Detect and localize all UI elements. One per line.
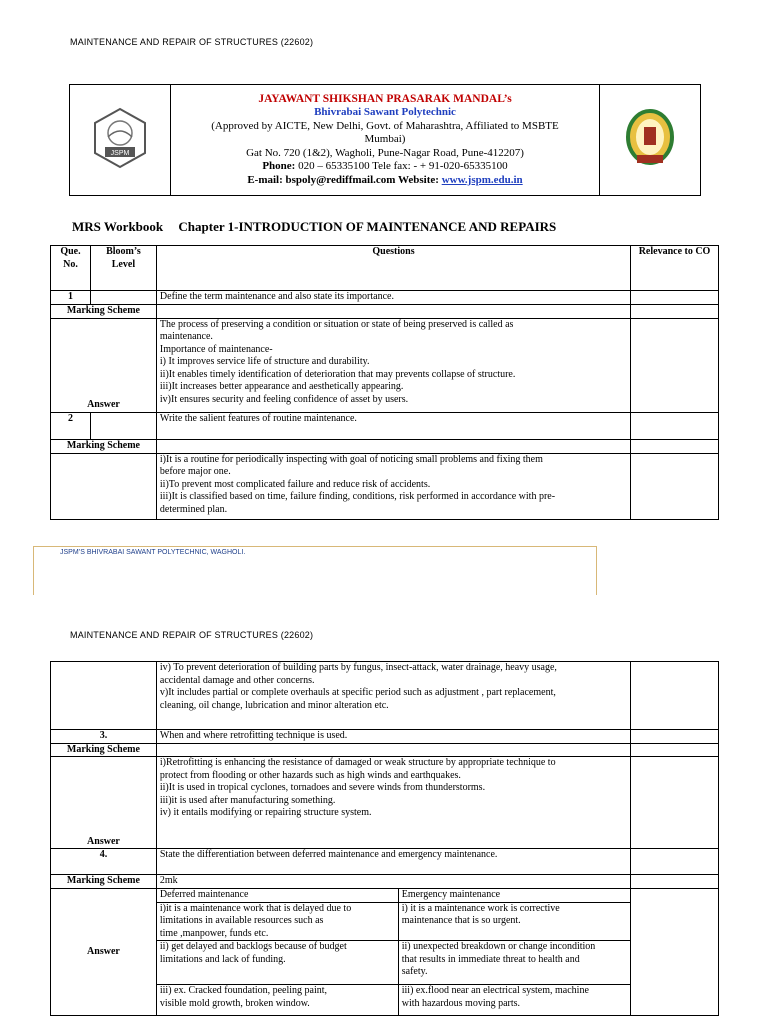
q4-question: State the differentiation between deferred maintenance and emergency maintenance.: [156, 849, 630, 875]
running-header: MAINTENANCE AND REPAIR OF STRUCTURES (22602): [70, 630, 314, 640]
title-line: [72, 219, 556, 235]
page-footer-box: [33, 546, 597, 595]
email-line: [171, 174, 599, 188]
comparison-row: i)it is a maintenance work that is delayed due to limitations in available resources such as time ,manpower, funds etc. i) it is a maintenance work is corrective maintenance that is so urgent.: [157, 902, 630, 941]
q4-answer-label: Answer: [51, 889, 157, 1016]
address-line: Gat No. 720 (1&2), Wagholi, Pune-Nagar Road, Pune-412207): [246, 146, 524, 159]
comparison-table: [157, 889, 630, 1015]
emblem-icon: [615, 103, 685, 173]
q2-answer: [156, 453, 630, 519]
table-row: [51, 412, 719, 439]
approval-line-1: (Approved by AICTE, New Delhi, Govt. of Maharashtra, Affiliated to MSBTE: [211, 119, 559, 132]
q2-question: Write the salient features of routine maintenance.: [156, 412, 630, 439]
answer-line: ii)It enables timely identification of deterioration that may prevents collapse of structure.: [159, 368, 516, 380]
answer-line: ii)To prevent most complicated failure and reduce risk of accidents.: [159, 478, 431, 490]
logo-text: JSPM: [110, 149, 130, 157]
header-relevance: Relevance to CO: [631, 246, 719, 291]
footer-text: JSPM’S BHIVRABAI SAWANT POLYTECHNIC, WAGHOLI.: [60, 549, 246, 556]
table-row: [51, 305, 719, 319]
header-questions: Questions: [156, 246, 630, 291]
q2-marking-label: Marking Scheme: [51, 439, 157, 453]
phone-line: [171, 160, 599, 174]
phone-label: Phone:: [262, 160, 296, 173]
running-header: MAINTENANCE AND REPAIR OF STRUCTURES (22602): [70, 37, 314, 47]
table-row: [51, 291, 719, 305]
table-row: [51, 439, 719, 453]
institute-text-cell: [171, 85, 600, 196]
q3-question: When and where retrofitting technique is used.: [156, 730, 630, 744]
left-logo-cell: [70, 85, 171, 196]
institute-header-box: [69, 84, 701, 196]
q4-marks: 2mk: [156, 875, 630, 889]
college-name: Bhivrabai Sawant Polytechnic: [314, 106, 456, 119]
answer-line: before major one.: [159, 466, 231, 477]
answer-line: v)It includes partial or complete overhauls at specific period such as adjustment , part replacement,: [159, 687, 556, 698]
table-row: [51, 743, 719, 757]
q1-question: Define the term maintenance and also state its importance.: [156, 291, 630, 305]
answer-line: iv) it entails modifying or repairing structure system.: [159, 807, 372, 818]
q4-comparison-cell: [156, 889, 630, 1016]
comparison-row: ii) get delayed and backlogs because of budget limitations and lack of funding. ii) unexpected breakdown or change incondition that results in immediate threat to health and safety.: [157, 941, 630, 985]
approval-line-2: Mumbai): [364, 133, 406, 146]
question-table-page2: [50, 661, 719, 1016]
comparison-header-row: [157, 889, 630, 902]
mandal-name: JAYAWANT SHIKSHAN PRASARAK MANDAL’s: [258, 92, 512, 105]
question-table-page1: [50, 245, 719, 520]
website-link[interactable]: www.jspm.edu.in: [441, 173, 523, 186]
answer-line: iv)It ensures security and feeling confidence of asset by users.: [159, 393, 409, 405]
q2-continued-answer: [156, 662, 630, 730]
workbook-title: MRS Workbook: [72, 219, 164, 234]
header-bloom: Bloom’s Level: [90, 246, 156, 291]
q4-number: 4.: [51, 849, 157, 875]
answer-line: The process of preserving a condition or situation or state of being preserved is called as: [159, 318, 514, 330]
answer-line: iv) To prevent deterioration of building parts by fungus, insect-attack, water drainage, heavy usage,: [159, 662, 557, 673]
table-row: [51, 730, 719, 744]
jspm-logo-icon: [85, 103, 155, 173]
table-header-row: [51, 246, 719, 291]
answer-line: i)Retrofitting is enhancing the resistance of damaged or weak structure by appropriate technique to: [159, 757, 556, 768]
answer-line: iii)It increases better appearance and aesthetically appearing.: [159, 381, 404, 392]
table-row: [51, 757, 719, 849]
q3-number: 3.: [51, 730, 157, 744]
col-deferred-header: Deferred maintenance: [157, 889, 398, 902]
q3-answer: [156, 757, 630, 849]
table-row: [51, 453, 719, 519]
answer-line: iii)it is used after manufacturing something.: [159, 794, 336, 806]
answer-line: protect from flooding or other hazards such as high winds and earthquakes.: [159, 769, 461, 781]
table-row: [51, 662, 719, 730]
comparison-row: iii) ex. Cracked foundation, peeling paint, visible mold growth, broken window. iii) ex.flood near an electrical system, machine with hazardous moving parts.: [157, 985, 630, 1015]
table-row: [51, 849, 719, 875]
answer-line: maintenance.: [159, 331, 213, 342]
email-label: E-mail: bspoly@rediffmail.com Website:: [247, 173, 442, 186]
answer-line: ii)It is used in tropical cyclones, tornadoes and severe winds from thunderstorms.: [159, 782, 486, 793]
phone-value: 020 – 65335100 Tele fax: - + 91-020-65335100: [295, 160, 508, 173]
right-logo-cell: [600, 85, 701, 196]
q3-marking-label: Marking Scheme: [51, 743, 157, 757]
chapter-title: Chapter 1-INTRODUCTION OF MAINTENANCE AND REPAIRS: [178, 219, 557, 234]
q1-marking-label: Marking Scheme: [51, 305, 157, 319]
table-row: [51, 875, 719, 889]
table-row: [51, 889, 719, 1016]
q1-answer-label: Answer: [51, 318, 157, 412]
q3-answer-label: Answer: [51, 757, 157, 849]
answer-line: determined plan.: [159, 503, 228, 515]
table-row: [51, 318, 719, 412]
q4-marking-label: Marking Scheme: [51, 875, 157, 889]
q2-number: 2: [51, 412, 91, 439]
col-emergency-header: Emergency maintenance: [398, 889, 630, 902]
header-que: Que. No.: [51, 246, 91, 291]
answer-line: iii)It is classified based on time, failure finding, conditions, risk performed in accordance with pre-: [159, 491, 556, 502]
answer-line: accidental damage and other concerns.: [159, 674, 315, 686]
answer-line: i)It is a routine for periodically inspecting with goal of noticing small problems and fixing them: [159, 453, 543, 465]
answer-line: i) It improves service life of structure and durability.: [159, 356, 370, 367]
answer-line: cleaning, oil change, lubrication and minor alteration etc.: [159, 699, 389, 711]
q1-number: 1: [51, 291, 91, 305]
answer-line: Importance of maintenance-: [159, 343, 273, 355]
q1-answer: [156, 318, 630, 412]
